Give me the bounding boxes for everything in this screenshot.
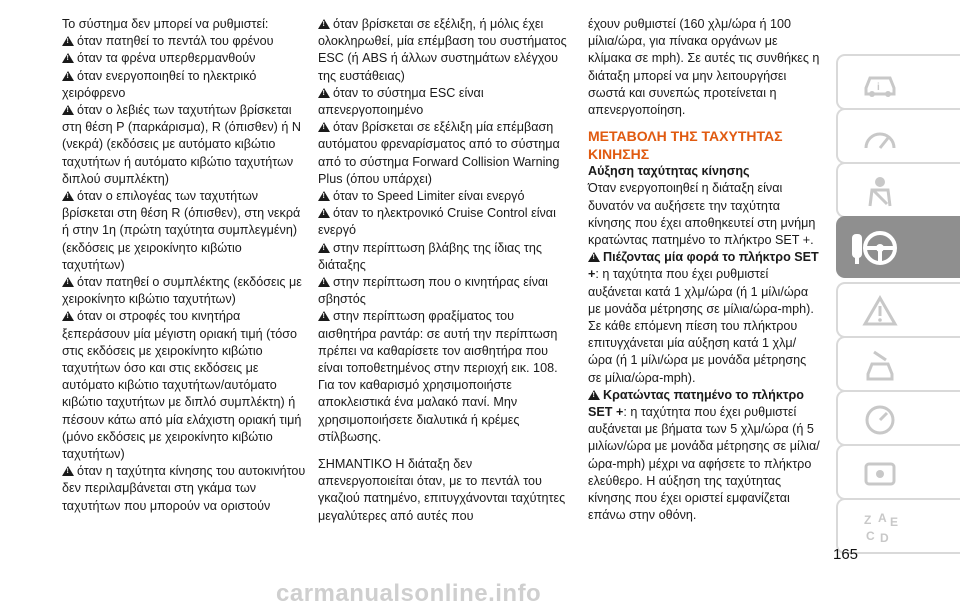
text-column-2 (318, 16, 568, 525)
warning-bullet-icon (62, 466, 74, 476)
warning-bullet-icon (62, 36, 74, 46)
warning-bullet-icon (62, 105, 74, 115)
warning-bullet-icon (318, 122, 330, 132)
list-item: !όταν το ηλεκτρονικό Cruise Control είναι ενεργό (318, 205, 568, 239)
tab-technical-data[interactable] (836, 390, 960, 446)
subheading: Αύξηση ταχύτητας κίνησης (588, 164, 750, 179)
warning-triangle-icon (860, 292, 900, 332)
tab-emergency[interactable] (836, 282, 960, 338)
tab-maintenance[interactable] (836, 336, 960, 392)
warning-bullet-icon (318, 191, 330, 201)
warning-bullet-icon (62, 53, 74, 63)
list-item: !όταν ο λεβιές των ταχυτήτων βρίσκεται στη θέση P (παρκάρισμα), R (όπισθεν) ή N (νεκρά) (εκδόσεις με αυτόματο κιβώτιο ταχυτήτων ή αυτόματο κιβώτιο ταχυτήτων διπλού συμπλέκτη) (62, 102, 307, 188)
list-item: !όταν ενεργοποιηθεί το ηλεκτρικό χειρόφρενο (62, 68, 307, 102)
warning-bullet-icon (318, 277, 330, 287)
warning-bullet-icon (588, 390, 600, 400)
text-column-3 (588, 16, 820, 524)
svg-text:Z: Z (864, 513, 872, 527)
list-item: !στην περίπτωση φραξίματος του αισθητήρα ραντάρ: σε αυτή την περίπτωση πρέπει να καθαρίσετε τον αισθητήρα που είναι τοποθετημένος στην περιοχή εικ. 108. Για τον καθαρισμό χρησιμοποιήστε αποκλειστικά ένα μαλακό πανί. Μην χρησιμοποιήσετε διαλυτικά ή κρέμες στίλβωσης. (318, 308, 568, 446)
list-item: !όταν βρίσκεται σε εξέλιξη, ή μόλις έχει ολοκληρωθεί, μία επέμβαση του συστήματος ESC (ή ABS ή άλλων συστημάτων ελέγχου της ευστάθειας) (318, 16, 568, 85)
warning-bullet-icon (588, 252, 600, 262)
continuation-text: έχουν ρυθμιστεί (160 χλμ/ώρα ή 100 μίλια/ώρα, για πίνακα οργάνων με κλίμακα σε mph). Σε αυτές τις συνθήκες η διάταξη μπορεί να μην λειτουργήσει σωστά και συνεπώς προτείνεται η απενεργοποίηση. (588, 17, 820, 118)
tab-dashboard[interactable] (836, 108, 960, 164)
list-item: !Πιέζοντας μία φορά το πλήκτρο SET +: η ταχύτητα που έχει ρυθμιστεί αυξάνεται κατά 1 χλμ/ώρα (ή 1 μίλι/ώρα με μονάδα μέτρησης σε μίλια/ώρα-mph). Σε κάθε επόμενη πίεση του πλήκτρου επιτυγχάνεται μία αύξηση κατά 1 χλμ/ώρα (ή 1 μίλι/ώρα με μονάδα μέτρησης σε μίλια/ώρα-mph). (588, 249, 820, 387)
svg-text:E: E (890, 515, 899, 529)
list-item: !όταν πατηθεί ο συμπλέκτης (εκδόσεις με χειροκίνητο κιβώτιο ταχυτήτων) (62, 274, 307, 308)
list-item: !όταν το σύστημα ESC είναι απενεργοποιημένο (318, 85, 568, 119)
list-item: !στην περίπτωση που ο κινητήρας είναι σβηστός (318, 274, 568, 308)
car-info-icon (860, 64, 900, 104)
text-column-1 (62, 16, 307, 515)
alphabetical-index-icon (860, 508, 904, 548)
warning-bullet-icon (318, 311, 330, 321)
paragraph: Όταν ενεργοποιηθεί η διάταξη είναι δυνατόν να αυξήσετε την ταχύτητα κίνησης που έχει αποθηκευτεί στη μνήμη κρατώντας πατημένο το πλήκτρο SET +. (588, 181, 816, 248)
list-item: !όταν τα φρένα υπερθερμανθούν (62, 50, 307, 67)
warning-bullet-icon (62, 191, 74, 201)
list-item: !όταν βρίσκεται σε εξέλιξη μία επέμβαση αυτόματου φρεναρίσματος από το σύστημα από το σύστημα Forward Collision Warning Plus (όπου υπάρχει) (318, 119, 568, 188)
warning-bullet-icon (318, 243, 330, 253)
warning-bullet-icon (318, 19, 330, 29)
svg-text:i: i (877, 82, 880, 93)
tab-starting-driving[interactable] (836, 216, 960, 278)
wrench-car-icon (860, 346, 900, 386)
page-number: 165 (833, 546, 859, 563)
list-item: !στην περίπτωση βλάβης της ίδιας της διάταξης (318, 240, 568, 274)
list-item: !όταν το Speed Limiter είναι ενεργό (318, 188, 568, 205)
seatbelt-safety-icon (860, 172, 900, 212)
list-item: !όταν πατηθεί το πεντάλ του φρένου (62, 33, 307, 50)
list-item: !Κρατώντας πατημένο το πλήκτρο SET +: η ταχύτητα που έχει ρυθμιστεί αυξάνεται με βήματα των 5 χλμ/ώρα (ή 5 μιλίων/ώρα με μονάδα μέτρησης σε μίλια/ώρα-mph) μέχρι να αφήσετε το πλήκτρο ελεύθερο. Η αύξηση της ταχύτητας κίνησης που έχει οριστεί εμφανίζεται επάνω στην οθόνη. (588, 387, 820, 525)
warning-bullet-icon (62, 277, 74, 287)
tab-multimedia[interactable] (836, 444, 960, 500)
list-item: !όταν η ταχύτητα κίνησης του αυτοκινήτου δεν περιλαμβάνεται στη γκάμα των ταχυτήτων που μπορούν να οριστούν (62, 463, 307, 515)
warning-bullet-icon (62, 311, 74, 321)
dashboard-gauge-icon (860, 118, 900, 158)
key-steering-wheel-icon (848, 226, 900, 270)
specs-gauge-icon (860, 400, 900, 440)
intro-text: Το σύστημα δεν μπορεί να ρυθμιστεί: (62, 17, 269, 31)
svg-text:D: D (880, 531, 889, 545)
important-note: ΣΗΜΑΝΤΙΚΟ Η διάταξη δεν απενεργοποιείται όταν, με το πεντάλ του γκαζιού πατημένο, επιτυγχάνονται ταχύτητες μεγαλύτερες από αυτές που (318, 457, 566, 523)
warning-bullet-icon (318, 88, 330, 98)
svg-text:A: A (878, 511, 887, 525)
warning-bullet-icon (62, 71, 74, 81)
svg-text:C: C (866, 529, 875, 543)
section-heading: ΜΕΤΑΒΟΛΗ ΤΗΣ ΤΑΧΥΤΗΤΑΣ ΚΙΝΗΣΗΣ (588, 128, 783, 163)
list-item: !όταν ο επιλογέας των ταχυτήτων βρίσκεται στη θέση R (όπισθεν), στη νεκρά ή στην 1η (πρώτη ταχύτητα συμπλεγμένη) (εκδόσεις με χειροκίνητο κιβώτιο ταχυτήτων) (62, 188, 307, 274)
watermark: carmanualsonline.info (276, 580, 542, 607)
multimedia-icon (860, 454, 900, 494)
tab-car-info[interactable] (836, 54, 960, 110)
tab-safety[interactable] (836, 162, 960, 218)
warning-bullet-icon (318, 208, 330, 218)
list-item: !όταν οι στροφές του κινητήρα ξεπεράσουν μία μέγιστη οριακή τιμή (τόσο στις εκδόσεις με χειροκίνητο κιβώτιο ταχυτήτων όσο και στις εκδόσεις με αυτόματο κιβώτιο ταχυτήτων/αυτόματο κιβώτιο ταχυτήτων με διπλό συμπλέκτη) ή πέσουν κάτω από μία ελάχιστη οριακή τιμή (μόνο εκδόσεις με χειροκίνητο κιβώτιο ταχυτήτων) (62, 308, 307, 463)
